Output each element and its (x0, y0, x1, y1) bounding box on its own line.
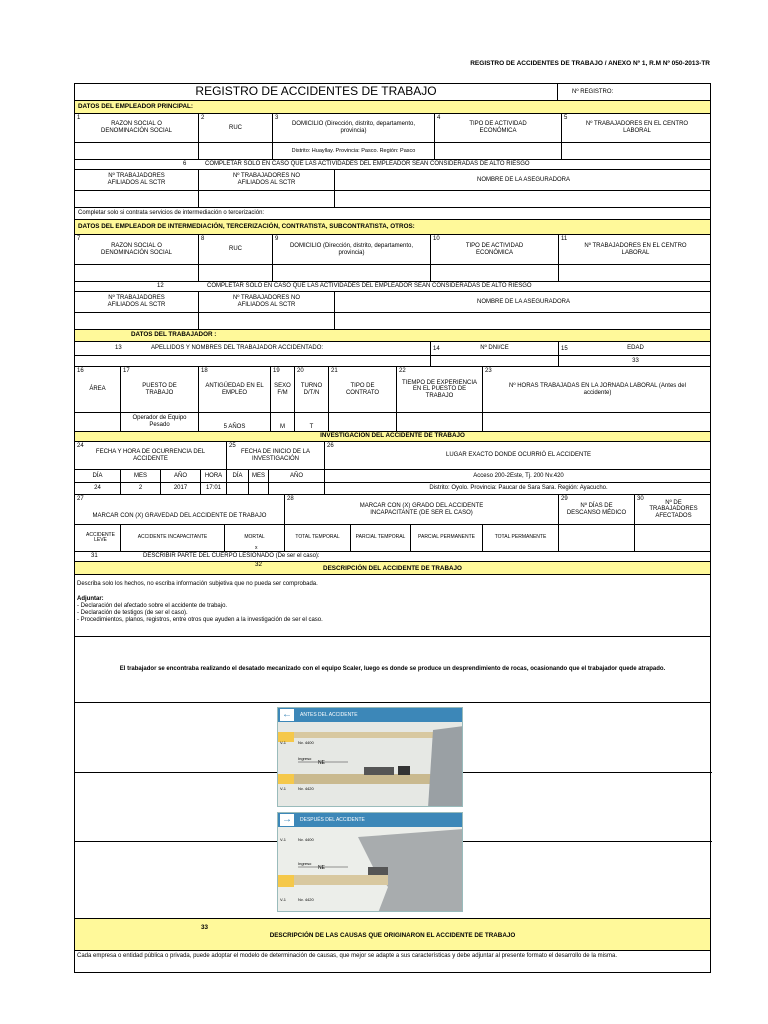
col-no-afiliados: Nº TRABAJADORES NO AFILIADOS AL SCTR (199, 170, 335, 190)
diagram-label: Nv. 4400 (298, 837, 314, 842)
puesto-value: Operador de Equipo Pesado (121, 413, 199, 431)
field-number: 19 (273, 368, 280, 374)
col-lugar: LUGAR EXACTO DONDE OCURRIÓ EL ACCIDENTE (445, 452, 592, 459)
diagram-title: DESPUÉS DEL ACCIDENTE (300, 817, 365, 823)
field-number: 13 (115, 345, 122, 352)
field-number: 1 (77, 115, 81, 121)
col-actividad: TIPO DE ACTIVIDAD ECONÓMICA (469, 121, 527, 134)
col-trabajadores: Nº TRABAJADORES EN EL CENTRO LABORAL (584, 242, 687, 256)
antiguedad-value: 5 AÑOS (199, 413, 271, 431)
accident-narrative: El trabajador se encontraba realizando el desatado mecanizado con el equipo Scaler, luego es donde se produce un desprendimiento de rocas, ocasionando que el trabajador quede atrapado. (119, 665, 666, 672)
col-razon-social: RAZON SOCIAL O DENOMINACIÓN SOCIAL (100, 242, 172, 256)
diagram-label: Nv. 4400 (298, 740, 314, 745)
mine-section-illustration (278, 722, 463, 807)
col-no-afiliados: Nº TRABAJADORES NO AFILIADOS AL SCTR (199, 292, 335, 312)
attach-heading: Adjuntar: (77, 596, 104, 602)
field-number: 30 (637, 496, 644, 502)
col-experiencia: TIEMPO DE EXPERIENCIA EN EL PUESTO DE TRABAJO (401, 379, 477, 399)
col-trabajadores: Nº TRABAJADORES EN EL CENTRO LABORAL (585, 121, 689, 134)
col-anio2: AÑO (269, 470, 325, 482)
mortal-mark: x (255, 544, 258, 551)
document-reference: REGISTRO DE ACCIDENTES DE TRABAJO / ANEXO Nº 1, R.M Nº 050-2013-TR (470, 60, 710, 67)
field-number: 4 (437, 115, 441, 121)
field-number: 3 (275, 115, 279, 121)
option-parcial-temporal[interactable]: PARCIAL TEMPORAL (351, 525, 411, 551)
col-grado: MARCAR CON (X) GRADO DEL ACCIDENTE INCAPACITANTE (DE SER EL CASO) (359, 502, 484, 516)
diagram-label: Ingreso (298, 861, 312, 866)
field-number: 29 (561, 496, 568, 502)
causes-instructions: Cada empresa o entidad pública o privada, puede adoptar el modelo de determinación de causas, que mejor se adapte a sus características y debe adjuntar al presente formato el desarrollo de la misma. (77, 953, 617, 959)
accident-form (74, 83, 711, 973)
col-turno: TURNO D/T/N (300, 382, 323, 396)
high-risk-note: COMPLETAR SOLO EN CASO QUE LAS ACTIVIDADES DEL EMPLEADOR SEAN CONSIDERADAS DE ALTO RIESGO (205, 161, 530, 168)
domicilio-value: Distrito: Huayllay. Provincia: Pasco. Región: Pasco (273, 143, 435, 159)
option-mortal[interactable]: MORTAL (244, 534, 265, 541)
col-afiliados: Nº TRABAJADORES AFILIADOS AL SCTR (75, 170, 199, 190)
field-number: 11 (561, 236, 568, 242)
col-dia: DÍA (75, 470, 121, 482)
col-parte-cuerpo: DESCRIBIR PARTE DEL CUERPO LESIONADO (De ser el caso): (143, 553, 320, 560)
col-antiguedad: ANTIGÜEDAD EN EL EMPLEO (205, 382, 264, 396)
diagram-title: ANTES DEL ACCIDENTE (300, 712, 358, 718)
col-afectados: Nº DE TRABAJADORES AFECTADOS (649, 499, 698, 519)
col-razon-social: RAZON SOCIAL O DENOMINACIÓN SOCIAL (100, 121, 172, 134)
arrow-right-icon: → (282, 814, 292, 825)
arrow-left-icon: ← (282, 709, 292, 720)
field-number: 5 (564, 115, 568, 121)
field-number: 17 (123, 368, 130, 374)
option-incapacitante[interactable]: ACCIDENTE INCAPACITANTE (121, 525, 225, 551)
description-instructions: Describa solo los hechos, no escriba información subjetiva que no pueda ser comprobada. (77, 581, 318, 587)
field-number: 12 (157, 283, 164, 290)
field-number: 26 (327, 443, 334, 449)
field-number: 28 (287, 496, 294, 502)
col-aseguradora: NOMBRE DE LA ASEGURADORA (476, 176, 571, 183)
col-anio: AÑO (161, 470, 201, 482)
lugar-value: Acceso 200-2Este, Tj. 200 Nv.420 (473, 472, 564, 479)
col-afiliados: Nº TRABAJADORES AFILIADOS AL SCTR (75, 292, 199, 312)
diagram-label: Ingreso (298, 756, 312, 761)
anio-value: 2017 (161, 483, 201, 494)
dia-value: 24 (75, 483, 121, 494)
col-sexo: SEXO F/M (274, 382, 291, 396)
section-employer-title: DATOS DEL EMPLEADOR PRINCIPAL: (78, 102, 193, 110)
col-dia2: DÍA (227, 470, 249, 482)
field-number: 10 (433, 236, 440, 242)
option-total-temporal[interactable]: TOTAL TEMPORAL (285, 525, 351, 551)
attach-item: - Declaración de testigos (de ser el caso). (77, 610, 188, 616)
col-domicilio: DOMICILIO (Dirección, distrito, departamento, provincia) (289, 242, 414, 256)
edad-value: 33 (632, 357, 639, 364)
before-accident-diagram (277, 707, 463, 807)
registro-label: Nº REGISTRO: (572, 88, 614, 95)
diagram-label: NE (318, 760, 325, 766)
diagram-label: V-1 (280, 837, 287, 842)
diagram-label: NE (318, 865, 325, 871)
hora-value: 17:01 (201, 483, 227, 494)
col-gravedad: MARCAR CON (X) GRAVEDAD DEL ACCIDENTE DE TRABAJO (92, 513, 267, 520)
col-contrato: TIPO DE CONTRATO (345, 382, 380, 396)
col-apellidos: APELLIDOS Y NOMBRES DEL TRABAJADOR ACCIDENTADO: (151, 345, 324, 352)
field-number: 16 (77, 368, 84, 374)
col-mes: MES (121, 470, 161, 482)
col-area: ÁREA (89, 386, 106, 393)
field-number: 25 (229, 443, 236, 449)
diagram-label: V-1 (280, 897, 287, 902)
col-hora: HORA (201, 470, 227, 482)
col-fecha-inicio: FECHA DE INICIO DE LA INVESTIGACIÓN (240, 448, 310, 462)
option-leve[interactable]: ACCIDENTE LEVE (75, 525, 121, 551)
sexo-value: M (271, 413, 295, 431)
field-number: 18 (201, 368, 208, 374)
field-number: 32 (255, 562, 263, 568)
col-actividad: TIPO DE ACTIVIDAD ECONÓMICA (465, 242, 524, 256)
col-horas: Nº HORAS TRABAJADAS EN LA JORNADA LABORAL (Antes del accidente) (509, 382, 686, 396)
col-mes2: MES (249, 470, 269, 482)
section-causes-title: DESCRIPCIÓN DE LAS CAUSAS QUE ORIGINARON EL ACCIDENTE DE TRABAJO (269, 932, 516, 939)
field-number: 14 (433, 346, 440, 352)
diagram-label: V-1 (280, 786, 287, 791)
field-number: 23 (485, 368, 492, 374)
col-ruc: RUC (229, 124, 242, 131)
section-worker-title: DATOS DEL TRABAJADOR : (131, 331, 217, 339)
field-number: 9 (275, 236, 279, 242)
field-number: 20 (297, 368, 304, 374)
distrito-value: Distrito: Oyolo. Provincia: Paucar de Sara Sara. Región: Ayacucho. (429, 485, 608, 492)
section-contractor-title: DATOS DEL EMPLEADOR DE INTERMEDIACIÓN, TERCERIZACIÓN, CONTRATISTA, SUBCONTRATISTA, OTROS: (78, 222, 415, 230)
field-number: 7 (77, 236, 81, 242)
col-domicilio: DOMICILIO (Dirección, distrito, departamento, provincia) (291, 121, 416, 134)
field-number: 2 (201, 115, 205, 121)
field-number: 31 (91, 553, 98, 560)
field-number: 22 (399, 368, 406, 374)
section-investigation-title: INVESTIGACIÓN DEL ACCIDENTE DE TRABAJO (320, 432, 465, 440)
col-ruc: RUC (229, 246, 242, 253)
col-fecha-ocurrencia: FECHA Y HORA DE OCURRENCIA DEL ACCIDENTE (95, 448, 206, 462)
col-puesto: PUESTO DE TRABAJO (142, 382, 177, 396)
mes-value: 2 (121, 483, 161, 494)
option-total-permanente[interactable]: TOTAL PERMANENTE (483, 525, 559, 551)
mine-section-illustration (278, 827, 463, 912)
turno-value: T (295, 413, 329, 431)
field-number: 6 (183, 161, 187, 168)
section-description-title: DESCRIPCIÓN DEL ACCIDENTE DE TRABAJO (323, 565, 462, 572)
after-accident-diagram (277, 812, 463, 912)
option-parcial-permanente[interactable]: PARCIAL PERMANENTE (411, 525, 483, 551)
intermediation-note: Completar solo si contrata servicios de intermediación o tercerización: (78, 210, 265, 217)
field-number: 24 (77, 443, 84, 449)
col-aseguradora: NOMBRE DE LA ASEGURADORA (476, 298, 571, 305)
high-risk-note: COMPLETAR SOLO EN CASO QUE LAS ACTIVIDADES DEL EMPLEADOR SEAN CONSIDERADAS DE ALTO RIESGO (207, 283, 532, 290)
diagram-label: V-1 (280, 740, 287, 745)
field-number: 33 (201, 924, 209, 931)
col-dni: Nº DNI/CE (480, 345, 509, 352)
field-number: 8 (201, 236, 205, 242)
attach-item: - Declaración del afectado sobre el accidente de trabajo. (77, 603, 228, 609)
diagram-label: Nv. 4420 (298, 897, 314, 902)
field-number: 27 (77, 496, 84, 502)
attach-item: - Procedimientos, planos, registros, entre otros que ayuden a la investigación de ser el caso. (77, 617, 323, 623)
field-number: 15 (561, 346, 568, 352)
diagram-label: Nv. 4420 (298, 786, 314, 791)
field-number: 21 (331, 368, 338, 374)
col-edad: EDAD (627, 345, 644, 352)
form-title: REGISTRO DE ACCIDENTES DE TRABAJO (75, 84, 558, 100)
col-dias-descanso: Nº DÍAS DE DESCANSO MÉDICO (566, 502, 627, 516)
